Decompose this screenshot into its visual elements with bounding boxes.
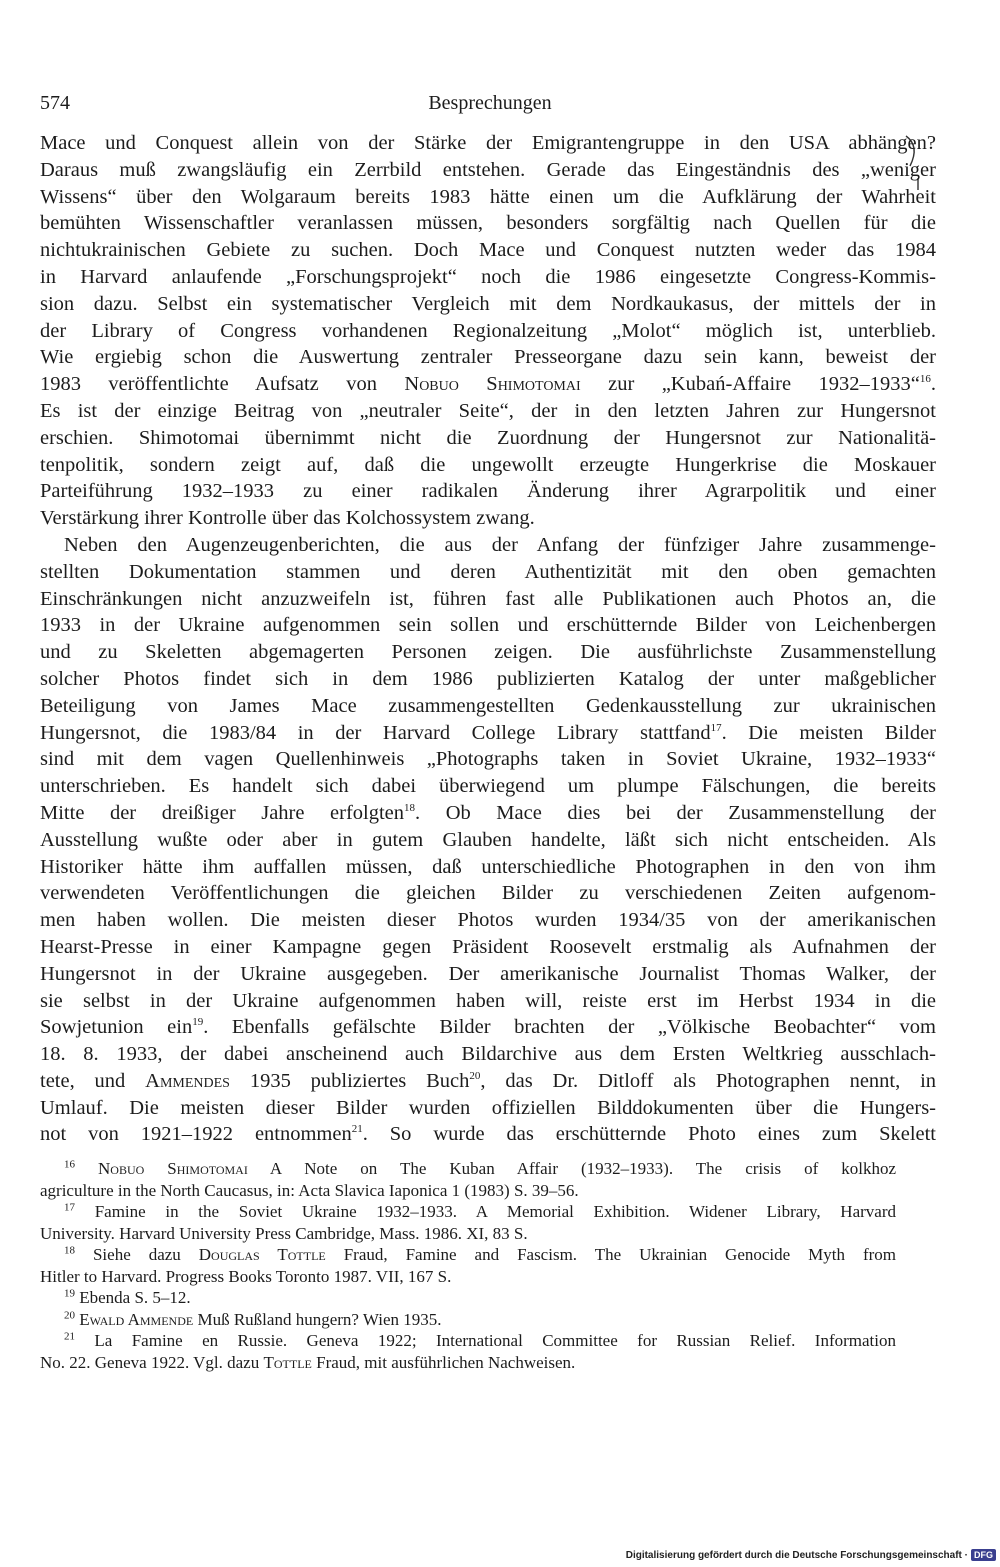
author-name: Douglas Tottle: [198, 1245, 326, 1264]
banner-text: Digitalisierung gefördert durch die Deutsche Forschungsgemeinschaft ·: [625, 1549, 968, 1561]
text-fragment: zur „Kubań-Affaire 1932–1933“: [608, 373, 920, 396]
text-line: Umlauf. Die meisten dieser Bilder wurden offiziellen Bilddokumenten über die Hungers-: [40, 1096, 936, 1119]
footnote-16: [40, 1158, 896, 1180]
footnote-ref-17[interactable]: 17: [710, 721, 722, 734]
text-line: Neben den Augenzeugenberichten, die aus der Anfang der fünfziger Jahre zusammenge-: [64, 533, 936, 556]
text-line: nichtukrainischen Gebiete zu suchen. Doch Mace und Conquest nutzten weder das 1984: [40, 239, 936, 262]
text-line: in Harvard anlaufende „Forschungsprojekt“ noch die 1986 eingesetzte Congress-Kommis-: [40, 265, 936, 288]
text-line: 1933 in der Ukraine aufgenommen sein sollen und erschütternde Bilder von Leichenbergen: [40, 614, 936, 637]
footnote-text: Siehe dazu: [92, 1245, 181, 1264]
text-fragment: Mitte der dreißiger Jahre erfolgten: [40, 801, 405, 824]
author-name: Ammendes: [145, 1069, 230, 1092]
text-line: sind mit dem vagen Quellenhinweis „Photographs taken in Soviet Ukraine, 1932–1933“: [40, 748, 936, 771]
footnote-ref-20[interactable]: 20: [469, 1070, 481, 1083]
footnote-text: La Famine en Russie. Geneva 1922; International Committee for Russian Relief. Information: [94, 1331, 896, 1350]
text-line: Hearst-Presse in einer Kampagne gegen Präsident Roosevelt erstmalig als Aufnahmen der: [40, 935, 936, 958]
footnote-number: 20: [64, 1308, 75, 1321]
digitization-banner: [626, 1549, 996, 1561]
author-name: Tottle: [263, 1352, 312, 1372]
footnote-text: Fraud, mit ausführlichen Nachweisen.: [316, 1352, 576, 1372]
text-fragment: Hungersnot, die 1983/84 in der Harvard College Library stattfand: [40, 721, 711, 744]
author-name: Ewald Ammende: [79, 1309, 194, 1329]
text-line: Daraus muß zwangsläufig ein Zerrbild entstehen. Gerade das Eingeständnis des „weniger: [40, 158, 936, 181]
text-line: [40, 1068, 936, 1095]
dfg-logo-icon: DFG: [971, 1549, 996, 1561]
text-line: der Library of Congress vorhandenen Regionalzeitung „Molot“ möglich ist, unterblieb.: [40, 319, 936, 342]
text-line: 18. 8. 1933, der dabei anscheinend auch Bildarchive aus dem Ersten Weltkrieg ausschlach-: [40, 1043, 936, 1066]
text-fragment: 1935 publiziertes Buch: [249, 1069, 470, 1092]
text-line: solcher Photos findet sich in dem 1986 publizierten Katalog der unter maßgeblicher: [40, 667, 936, 690]
text-fragment: .: [930, 373, 936, 396]
text-line: sie selbst in der Ukraine aufgenommen haben will, reiste erst im Herbst 1934 in die: [40, 989, 936, 1012]
text-fragment: tete, und: [40, 1069, 126, 1092]
text-line: [40, 1014, 936, 1041]
footnote-text: Ebenda S. 5–12.: [79, 1288, 191, 1307]
running-head: Besprechungen: [428, 92, 552, 114]
text-fragment: , das Dr. Ditloff als Photographen nennt, in: [480, 1069, 936, 1092]
footnote-text: A Note on The Kuban Affair (1932–1933). The crisis of kolkhoz: [269, 1159, 896, 1178]
footnote-text: Fraud, Famine and Fascism. The Ukrainian Genocide Myth from: [343, 1245, 896, 1264]
footnote-text: [40, 1352, 896, 1374]
footnote-text: Muß Rußland hungern? Wien 1935.: [197, 1309, 442, 1329]
text-line: verwendeten Veröffentlichungen die gleichen Bilder zu verschiedenen Zeiten aufgenom-: [40, 882, 936, 905]
text-line: men haben wollen. Die meisten dieser Photos wurden 1934/35 von der amerikanischen: [40, 909, 936, 932]
footnote-ref-19[interactable]: 19: [192, 1016, 204, 1029]
text-line: [40, 800, 936, 827]
text-line: Mace und Conquest allein von der Stärke der Emigrantengruppe in den USA abhängen?: [40, 132, 936, 154]
footnote-ref-16[interactable]: 16: [919, 373, 931, 386]
text-line: [40, 720, 936, 747]
text-line: tenpolitik, sondern zeigt auf, daß die ungewollt erzeugte Hungerkrise die Moskauer: [40, 453, 936, 476]
text-line: Wissens“ über den Wolgaraum bereits 1983 hätte einen um die Aufklärung der Wahrheit: [40, 185, 936, 208]
footnote-text: No. 22. Geneva 1922. Vgl. dazu: [40, 1352, 260, 1372]
text-fragment: . Ob Mace dies bei der Zusammenstellung der: [415, 801, 936, 824]
text-line: Einschränkungen nicht anzuzweifeln ist, führen fast alle Publikationen auch Photos an, die: [40, 587, 936, 610]
text-line: Historiker hätte ihm auffallen müssen, daß unterschiedliche Photographen in den von ihm: [40, 855, 936, 878]
footnotes: [40, 1158, 896, 1373]
footnote-text: agriculture in the North Caucasus, in: Acta Slavica Iaponica 1 (1983) S. 39–56.: [40, 1180, 579, 1200]
text-line: und zu Skeletten abgemagerten Personen zeigen. Die ausführlichste Zusammenstellung: [40, 641, 936, 664]
author-name: Nobuo Shimotomai: [98, 1159, 248, 1178]
footnote-ref-21[interactable]: 21: [351, 1123, 363, 1136]
footnote-text: Famine in the Soviet Ukraine 1932–1933. A Memorial Exhibition. Widener Library, Harvard: [94, 1202, 896, 1221]
footnote-number: 16: [64, 1158, 75, 1171]
text-line: unterschrieben. Es handelt sich dabei überwiegend um plumpe Fälschungen, die bereits: [40, 775, 936, 798]
footnote-number: 18: [64, 1244, 75, 1257]
text-fragment: 1983 veröffentlichte Aufsatz von: [40, 373, 377, 396]
text-line: [40, 371, 936, 398]
text-line: Parteiführung 1932–1933 zu einer radikalen Änderung ihrer Agrarpolitik und einer: [40, 480, 936, 503]
footnote-17: [40, 1201, 896, 1223]
text-line: stellten Dokumentation stammen und deren Authentizität mit den oben gemachten: [40, 560, 936, 583]
footnote-number: 21: [64, 1330, 75, 1343]
text-fragment: .: [362, 1123, 368, 1146]
text-fragment: . Ebenfalls gefälschte Bilder brachten der „Völkische Beobachter“ vom: [203, 1016, 936, 1039]
footnote-20: [40, 1309, 896, 1331]
text-line: Beteiligung von James Mace zusammengestellten Gedenkausstellung zur ukrainischen: [40, 694, 936, 717]
text-line: erschien. Shimotomai übernimmt nicht die Zuordnung der Hungersnot zur Nationalitä-: [40, 426, 936, 449]
text-fragment: not von 1921–1922 entnommen: [40, 1123, 352, 1146]
text-fragment: . Die meisten Bilder: [721, 721, 936, 744]
footnote-text: University. Harvard University Press Cambridge, Mass. 1986. XI, 83 S.: [40, 1223, 528, 1243]
text-fragment: Sowjetunion ein: [40, 1016, 193, 1039]
footnote-ref-18[interactable]: 18: [404, 802, 416, 815]
text-line: Ausstellung wußte oder aber in gutem Glauben handelte, läßt sich nicht entscheiden. Als: [40, 828, 936, 851]
footnote-19: [40, 1287, 896, 1309]
footnote-21: [40, 1330, 896, 1352]
footnote-18: [40, 1244, 896, 1266]
page-number: 574: [40, 92, 70, 114]
body-text: [40, 130, 936, 1148]
footnote-text: Hitler to Harvard. Progress Books Toronto 1987. VII, 167 S.: [40, 1266, 452, 1286]
text-line: bemühten Wissenschaftler veranlassen müssen, besonders sorgfältig nach Quellen für die: [40, 212, 936, 235]
text-line: [40, 1121, 936, 1148]
text-line: Hungersnot in der Ukraine ausgegeben. Der amerikanische Journalist Thomas Walker, der: [40, 962, 936, 985]
author-name: Nobuo Shimotomai: [404, 373, 581, 396]
text-line: Verstärkung ihrer Kontrolle über das Kolchossystem zwang.: [40, 507, 535, 530]
text-line: Es ist der einzige Beitrag von „neutraler Seite“, der in den letzten Jahren zur Hungersnot: [40, 399, 936, 422]
text-fragment: So wurde das erschütternde Photo eines zum Skelett: [389, 1123, 936, 1146]
text-line: sion dazu. Selbst ein systematischer Vergleich mit dem Nordkaukasus, der mittels der in: [40, 292, 936, 315]
footnote-number: 17: [64, 1201, 75, 1214]
text-line: Wie ergiebig schon die Auswertung zentraler Presseorgane dazu sein kann, beweist der: [40, 346, 936, 369]
page-header: [40, 92, 940, 122]
footnote-number: 19: [64, 1287, 75, 1300]
